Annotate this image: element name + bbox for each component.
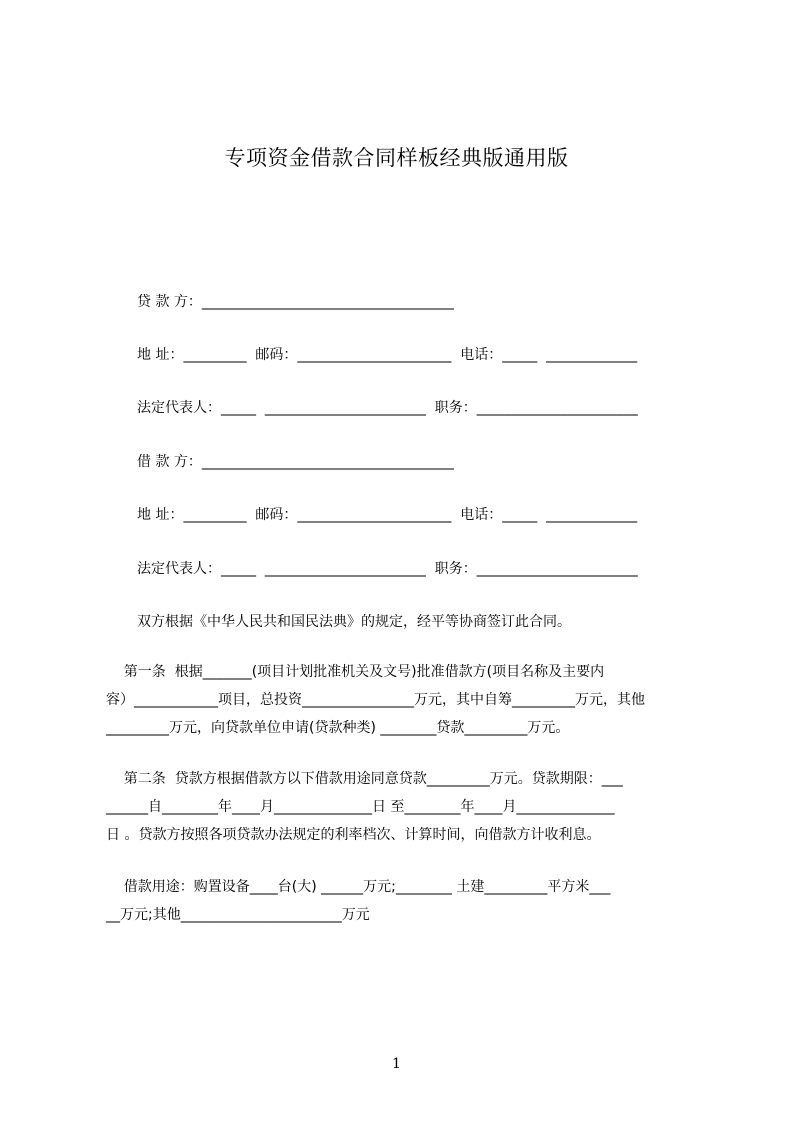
lender-representative-line: 法定代表人：_____ _______________________ 职务：_______________________ bbox=[137, 400, 638, 416]
document-title: 专项资金借款合同样板经典版通用版 bbox=[224, 146, 569, 170]
loan-usage-row: __万元;其他_______________________万元 bbox=[106, 907, 370, 923]
article-1-row: 第一条 根据_______(项目计划批准机关及文号)批准借款方(项目名称及主要内 bbox=[106, 664, 605, 680]
loan-usage bbox=[106, 873, 701, 929]
article-2-row: 日 。贷款方按照各项贷款办法规定的利率档次、计算时间，向借款方计收利息。 bbox=[106, 827, 601, 843]
page-number: 1 bbox=[392, 1056, 401, 1072]
borrower-name-line: 借 款 方：____________________________________ bbox=[137, 454, 454, 470]
borrower-address-line: 地 址：_________ 邮码：______________________ 电话：_____ _____________ bbox=[137, 507, 638, 523]
lender-address-line: 地 址：_________ 邮码：______________________ 电话：_____ _____________ bbox=[137, 347, 638, 363]
article-2-row: 第二条 贷款方根据借款方以下借款用途同意贷款_________万元。贷款期限：___ bbox=[106, 771, 623, 787]
article-2 bbox=[106, 765, 701, 849]
borrower-representative-line: 法定代表人：_____ _______________________ 职务：_______________________ bbox=[137, 561, 638, 577]
loan-usage-row: 借款用途：购置设备____台(大) ______万元;________ 土建_________平方米___ bbox=[106, 879, 611, 895]
intro-paragraph: 双方根据《中华人民共和国民法典》的规定，经平等协商签订此合同。 bbox=[137, 614, 571, 630]
article-1 bbox=[106, 658, 701, 742]
lender-name-line: 贷 款 方：____________________________________ bbox=[137, 294, 454, 310]
article-2-row: ______自________年____月______________日 至________年____月______________ bbox=[106, 799, 615, 815]
article-1-row: _________万元，向贷款单位申请(贷款种类) ________贷款_________万元。 bbox=[106, 720, 570, 736]
article-1-row: 容）____________项目，总投资________________万元，其中自筹_________万元，其他 bbox=[106, 692, 645, 708]
